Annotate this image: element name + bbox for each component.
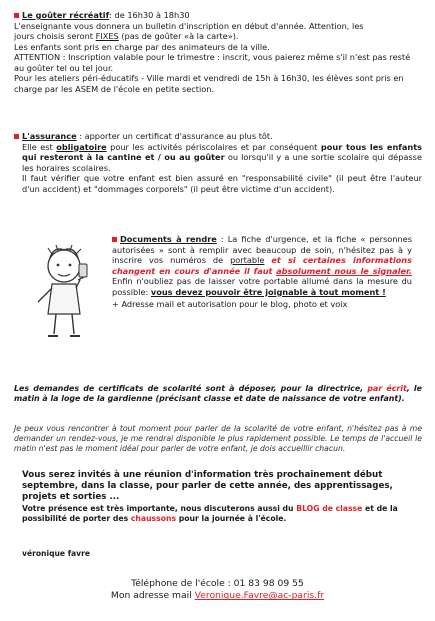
child-with-phone-illustration — [30, 244, 104, 340]
documents-text-2: Enfin n'oubliez pas de laisser votre portable allumé dans la mesure du possible: — [112, 276, 412, 297]
documents-paragraph — [112, 234, 412, 297]
gouter-section — [14, 10, 422, 94]
par-ecrit-text: par écrit — [367, 384, 407, 393]
phone-text: Téléphone de l'école : 01 83 98 09 55 — [131, 578, 304, 589]
gouter-hours: : de 16h30 à 18h30 — [109, 10, 190, 20]
obligatoire-text: obligatoire — [56, 141, 107, 152]
assurance-paragraph-2: Il faut vérifier que votre enfant est bien assuré en "responsabilité civile" (il peut être l'auteur d'un accident) et "dommages corporels" (il peut être victime d'un accident). — [22, 173, 422, 194]
gouter-line-2-pre: jours choisis seront — [14, 31, 93, 41]
assurance-paragraph-1 — [14, 142, 422, 174]
certificats-paragraph — [14, 384, 422, 404]
bullet-icon — [14, 13, 19, 18]
assurance-heading — [14, 131, 422, 142]
documents-red-1: et si certaines informations changent en cours d'année il faut — [112, 255, 412, 276]
rencontre-section — [14, 424, 422, 454]
assurance-p1-a: Elle est — [22, 141, 53, 152]
rencontre-paragraph: Je peux vous rencontrer à tout moment pour parler de la scolarité de votre enfant, n'hésitez pas à me demander un rendez-vous, je me rendrai disponible le plus rapidement possible. Le temps de l'accueil le matin n'est pas le moment idéal pour parler de votre enfant, je dois accueillir chacun. — [14, 424, 422, 453]
gouter-line-3: Les enfants sont pris en charge par des animateurs de la ville. — [14, 41, 270, 52]
reunion-section — [22, 470, 422, 524]
gouter-line-2 — [14, 31, 422, 42]
blog-text: BLOG de classe — [296, 504, 363, 514]
certificats-pre: Les demandes de certificats de scolarité sont à déposer, pour la directrice, — [14, 384, 364, 393]
assurance-p1-b: pour les activités périscolaires et par conséquent — [110, 141, 318, 152]
mail-label: Mon adresse mail — [110, 590, 192, 602]
documents-red-2: absolument nous le signaler. — [276, 265, 412, 276]
certificats-post: , le matin à la loge de la gardienne (précisant classe et date de naissance de votre enfant). — [14, 384, 422, 404]
bullet-icon — [112, 237, 117, 242]
documents-extra: + Adresse mail et autorisation pour le blog, photo et voix — [112, 299, 348, 309]
certificats-section — [14, 384, 422, 404]
gouter-title: Le goûter récréatif — [22, 10, 110, 20]
fixes-text: FIXES — [95, 31, 119, 41]
assurance-bold-text: pour tous les enfants qui resteront à la cantine et / ou au goûter — [22, 141, 422, 162]
gouter-line-2-post: (pas de goûter «à la carte»). — [121, 31, 239, 41]
gouter-line-4: ATTENTION : Inscription valable pour le trimestre : inscrit, vous paierez même s'il n'est pas resté au goûter tel ou tel jour. — [14, 52, 411, 73]
chaussons-text: chaussons — [130, 514, 177, 524]
assurance-p1-c: ou lorsqu'il y a une sortie scolaire qui dépasse les horaires scolaires. — [22, 152, 422, 173]
assurance-intro: : apporter un certificat d'assurance au plus tôt. — [79, 131, 273, 141]
reunion-pre: Votre présence est très importante, nous discuterons aussi du — [22, 504, 294, 514]
reunion-post: pour la journée à l'école. — [178, 514, 287, 524]
reunion-title: Vous serez invités à une réunion d'information très prochainement début septembre, dans la classe, pour parler de cette année, des apprentissages, projets et sorties ... — [22, 470, 393, 503]
reunion-paragraph — [22, 504, 422, 524]
mail-line — [0, 590, 435, 602]
assurance-section — [14, 131, 422, 194]
bullet-icon — [14, 134, 19, 139]
contact-section — [0, 578, 435, 603]
gouter-heading — [14, 10, 422, 21]
reunion-mid: et de la possibilité de porter des — [22, 504, 398, 524]
portable-text: portable — [230, 255, 265, 265]
joignable-text: vous devez pouvoir être joignable à tout moment ! — [150, 286, 386, 297]
documents-section — [112, 234, 412, 310]
assurance-title: L'assurance — [22, 131, 77, 141]
signature: véronique favre — [22, 549, 90, 558]
gouter-line-1: L'enseignante vous donnera un bulletin d'inscription en début d'année. Attention, les — [14, 20, 364, 31]
gouter-line-5: Pour les ateliers péri-éducatifs - Ville mardi et vendredi de 15h à 16h30, les élèves sont pris en charge par les ASEM de l'école en petite section. — [14, 73, 404, 94]
documents-text-1: : La fiche d'urgence, et la fiche « personnes autorisées » sont à remplir avec beaucoup de soin, n'hésitez pas à y inscrire vos numéros de — [112, 234, 412, 265]
documents-title: Documents à rendre — [120, 234, 217, 244]
mail-link[interactable]: Veronique.Favre@ac-paris.fr — [194, 590, 325, 602]
